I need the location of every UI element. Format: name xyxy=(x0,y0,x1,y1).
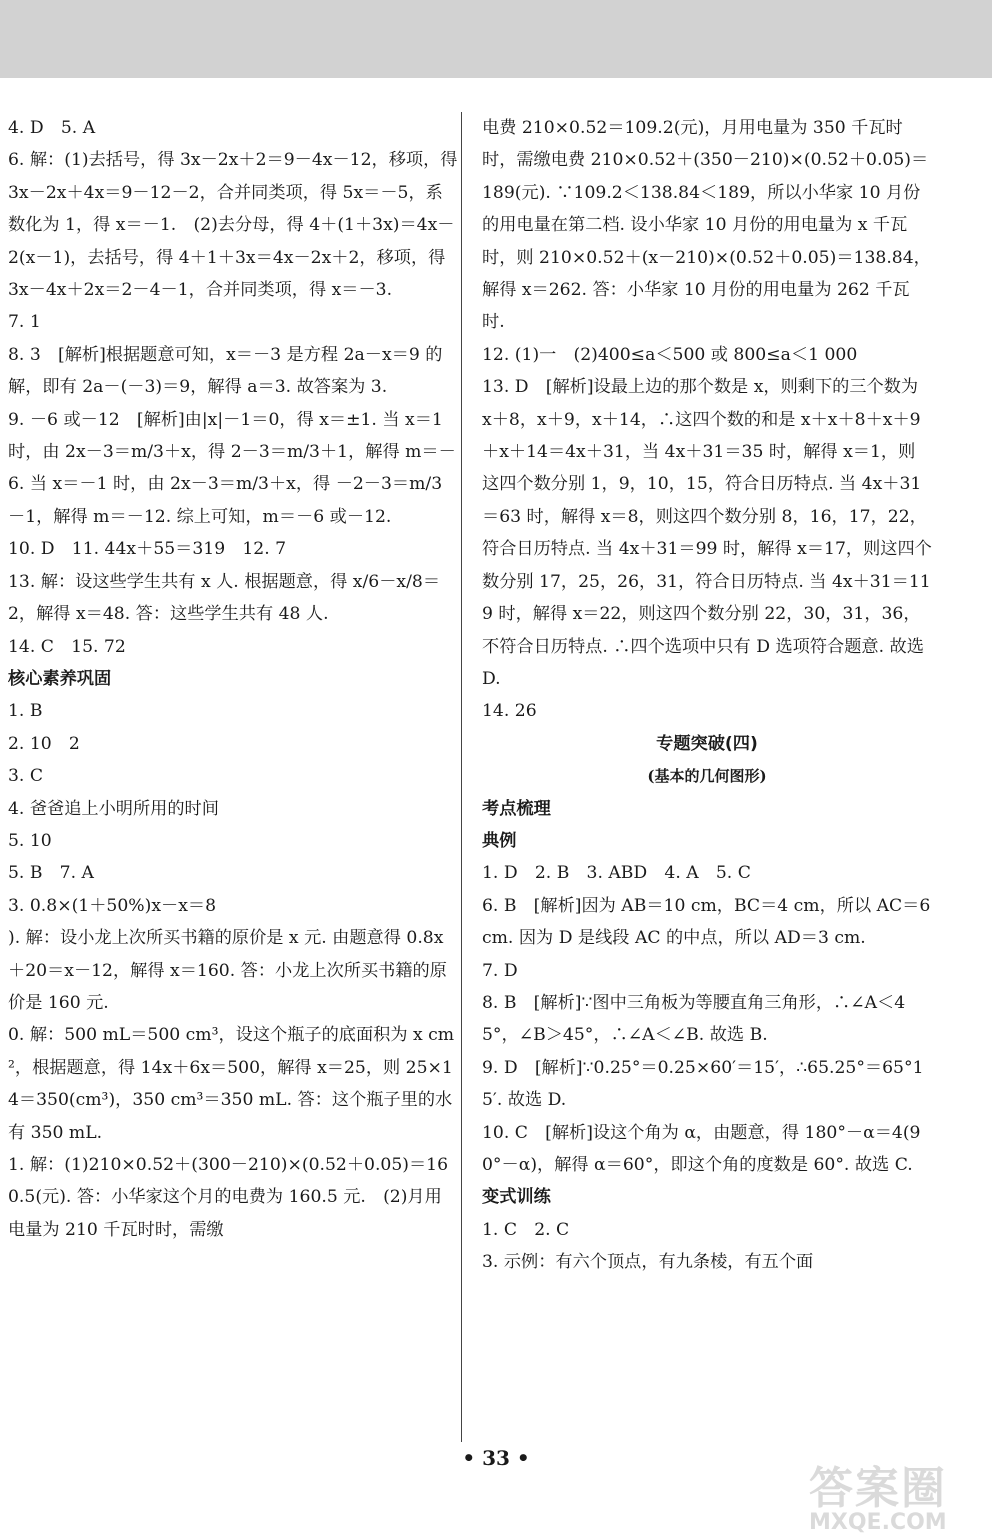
core-answer-1: 1. B xyxy=(8,701,43,722)
answer-13-calendar: 13. D [解析]设最上边的那个数是 x，则剩下的三个数为 x＋8，x＋9，x＋14，∴这四个数的和是 x＋x＋8＋x＋9＋x＋14＝4x＋31，当 4x＋31＝35 时，解得 x＝1，则这四个数分别 1，9，10，15，符合日历特点. 当 4x＋31＝63 时，解得 x＝8，则这四个数分别 8，16，17，22，符合日历特点. 当 4x＋31＝99 时，解得 x＝17，则这四个数分别 17，25，26，31，符合日历特点. 当 4x＋31＝119 时，解得 x＝22，则这四个数分别 22，30，31，36，不符合日历特点. ∴四个选项中只有 D 选项符合题意. 故选 D. xyxy=(482,377,932,689)
answer-12: 12. (1)一 (2)400≤a＜500 或 800≤a＜1 000 xyxy=(482,344,858,365)
example-answers-1-5: 1. D 2. B 3. ABD 4. A 5. C xyxy=(482,863,751,884)
answer-9: 9. －6 或－12 [解析]由|x|－1＝0，得 x＝±1. 当 x＝1 时，由 2x－3＝m/3＋x，得 2－3＝m/3＋1，解得 m＝－6. 当 x＝－1 时，由 2x－3＝m/3＋x，得 －2－3＝m/3－1，解得 m＝－12. 综上可知，m＝－6 或－12. xyxy=(8,409,456,527)
core-answer-8: 3. 0.8×(1＋50%)x－x＝8 xyxy=(8,895,217,916)
left-column xyxy=(8,112,458,1246)
example-answer-9: 9. D [解析]∵0.25°＝0.25×60′＝15′，∴65.25°＝65°15′. 故选 D. xyxy=(482,1057,924,1111)
core-answer-11: 1. 解：(1)210×0.52＋(300－210)×(0.52＋0.05)＝160.5(元). 答：小华家这个月的电费为 160.5 元. (2)月用电量为 210 千瓦时时，需缴 xyxy=(8,1155,449,1240)
column-divider xyxy=(461,112,462,1442)
right-column xyxy=(482,112,932,1279)
watermark-line2: MXQE.COM xyxy=(809,1510,947,1535)
example-answer-10: 10. C [解析]设这个角为 α，由题意，得 180°－α＝4(90°－α)，解得 α＝60°，即这个角的度数是 60°. 故选 C. xyxy=(482,1122,921,1175)
core-answer-3: 3. C xyxy=(8,766,44,787)
answer-4-5: 4. D 5. A xyxy=(8,118,96,138)
core-answer-9: ). 解：设小龙上次所买书籍的原价是 x 元. 由题意得 0.8x＋20＝x－12，解得 x＝160. 答：小龙上次所买书籍的原价是 160 元. xyxy=(8,928,447,1013)
page-number: • 33 • xyxy=(462,1446,530,1470)
core-answer-2: 2. 10 2 xyxy=(8,733,80,754)
example-answer-6: 6. B [解析]因为 AB＝10 cm，BC＝4 cm，所以 AC＝6 cm. 因为 D 是线段 AC 的中点，所以 AD＝3 cm. xyxy=(482,895,931,949)
core-answer-5: 5. 10 xyxy=(8,830,52,851)
heading-key-points: 考点梳理 xyxy=(482,798,551,819)
heading-examples: 典例 xyxy=(482,830,517,851)
core-answer-6-7: 5. B 7. A xyxy=(8,863,94,884)
section-heading-core: 核心素养巩固 xyxy=(8,668,112,689)
example-answer-8: 8. B [解析]∵图中三角板为等腰直角三角形，∴∠A＜45°，∠B＞45°，∴∠A＜∠B. 故选 B. xyxy=(482,992,906,1046)
example-answer-7: 7. D xyxy=(482,960,518,981)
core-answer-4: 4. 爸爸追上小明所用的时间 xyxy=(8,798,219,819)
answer-10-12: 10. D 11. 44x＋55＝319 12. 7 xyxy=(8,539,287,560)
answer-8: 8. 3 [解析]根据题意可知，x＝－3 是方程 2a－x＝9 的解，即有 2a－(－3)＝9，解得 a＝3. 故答案为 3. xyxy=(8,344,443,398)
variation-answer-3: 3. 示例：有六个顶点，有九条棱，有五个面 xyxy=(482,1252,814,1273)
variation-answers-1-2: 1. C 2. C xyxy=(482,1219,570,1240)
watermark-line1: 答案圈 xyxy=(809,1463,947,1514)
answer-13: 13. 解：设这些学生共有 x 人. 根据题意，得 x/6－x/8＝2，解得 x＝48. 答：这些学生共有 48 人. xyxy=(8,571,441,625)
answer-6: 6. 解：(1)去括号，得 3x－2x＋2＝9－4x－12，移项，得 3x－2x＋4x＝9－12－2，合并同类项，得 5x＝－5，系数化为 1，得 x＝－1. (2)去分母，得 4＋(1＋3x)＝4x－2(x－1)，去括号，得 4＋1＋3x＝4x－2x＋2，移项，得 3x－4x＋2x＝2－4－1，合并同类项，得 x＝－3. xyxy=(8,150,458,301)
core-answer-10: 0. 解：500 mL＝500 cm³，设这个瓶子的底面积为 x cm²，根据题意，得 14x＋6x＝500，解得 x＝25，则 25×14＝350(cm³)，350 cm³＝350 mL. 答：这个瓶子里的水有 350 mL. xyxy=(8,1025,455,1143)
answer-11-continued: 电费 210×0.52＝109.2(元)，月用电量为 350 千瓦时时，需缴电费 210×0.52＋(350－210)×(0.52＋0.05)＝189(元). ∵109.2＜138.84＜189，所以小华家 10 月份的用电量在第二档. 设小华家 10 月份的用电量为 x 千瓦时，则 210×0.52＋(x－210)×(0.52＋0.05)＝138.84，解得 x＝262. 答：小华家 10 月份的用电量为 262 千瓦时. xyxy=(482,118,931,333)
answer-7: 7. 1 xyxy=(8,312,41,333)
answer-14: 14. 26 xyxy=(482,701,537,722)
watermark-logo xyxy=(809,1452,984,1535)
section-title: 专题突破(四) xyxy=(656,733,758,754)
heading-variation: 变式训练 xyxy=(482,1187,551,1208)
answer-14-15: 14. C 15. 72 xyxy=(8,636,126,657)
section-subtitle: (基本的几何图形) xyxy=(647,767,767,786)
top-shadow-band xyxy=(0,0,992,78)
